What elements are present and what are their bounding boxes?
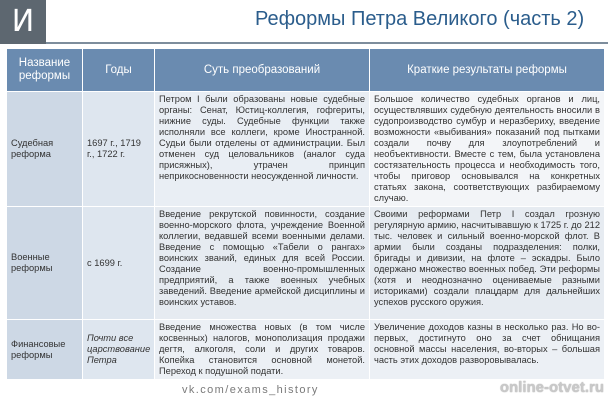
source-link[interactable]: vk.com/exams_history: [182, 384, 319, 396]
reform-years-cell: 1697 г., 1719 г., 1722 г.: [83, 92, 155, 207]
header-results: Краткие результаты реформы: [370, 49, 605, 92]
table-row: [7, 92, 605, 207]
table-header-row: [7, 49, 605, 92]
reform-essence-cell: Петром I были образованы новые судебные органы: Сенат, Юстиц-коллегия, гофгериты, нижние суды. Судебные функции также исполняли все коллеги, кроме Иностранной. Судьи были отделены от администрации. Был отменен суд целовальников (аналог суда присяжных), утрачен принцип неприкосновенности неосужденной личности.: [155, 92, 370, 207]
reform-name-cell: Судебная реформа: [7, 92, 83, 207]
reform-result-cell: Своими реформами Петр I создал грозную регулярную армию, насчитывавшую к 1725 г. до 212 тыс. человек и сильный военно-морской флот. В армии были созданы подразделения: полки, бригады и дивизии, на флоте – эскадры. Было одержано множество военных побед. Эти реформы (хотя и неоднозначно оцениваемые разными историками) создали плацдарм для дальнейших успехов русского оружия.: [370, 207, 605, 320]
reforms-table: [6, 48, 605, 380]
reform-result-cell: Большое количество судебных органов и лиц, осуществлявших судебную деятельность вносили в судопроизводство сумбур и неразбериху, введение возможности «выбивания» показаний под пытками создали почву для злоупотреблений и необъективности. Вместе с тем, была установлена состязательность процесса и необходимость того, чтобы приговор основывался на конкретных статьях закона, соответствующих разбираемому случаю.: [370, 92, 605, 207]
reform-essence-cell: Введение множества новых (в том числе косвенных) налогов, монополизация продажи дегтя, алкоголя, соли и других товаров. Копейка становится основной монетой. Переход к подушной подати.: [155, 320, 370, 380]
table-row: [7, 207, 605, 320]
reform-years-cell: с 1699 г.: [83, 207, 155, 320]
reform-result-cell: Увеличение доходов казны в несколько раз. Но во-первых, достигнуто оно за счет обнищания основной массы населения, во-вторых – большая часть этих доходов разворовывалась.: [370, 320, 605, 380]
table-row: [7, 320, 605, 380]
reform-name-cell: Финансовые реформы: [7, 320, 83, 380]
header-years: Годы: [83, 49, 155, 92]
title-divider: [46, 42, 608, 44]
reform-years-text: Почти все царствование Петра: [87, 333, 151, 365]
watermark: online-otvet.ru: [499, 379, 604, 396]
slide-title: Реформы Петра Великого (часть 2): [255, 8, 585, 30]
logo: И: [0, 0, 46, 44]
header-reform-name: Название реформы: [7, 49, 83, 92]
reform-years-cell: [83, 320, 155, 380]
reform-name-cell: Военные реформы: [7, 207, 83, 320]
reform-essence-cell: Введение рекрутской повинности, создание военно-морского флота, учреждение Военной коллегии, ведавшей всеми военными делами. Введение с помощью «Табели о рангах» воинских званий, единых для всей России. Создание военно-промышленных предприятий, а также военных учебных заведений. Введение армейской дисциплины и воинских уставов.: [155, 207, 370, 320]
header-essence: Суть преобразований: [155, 49, 370, 92]
